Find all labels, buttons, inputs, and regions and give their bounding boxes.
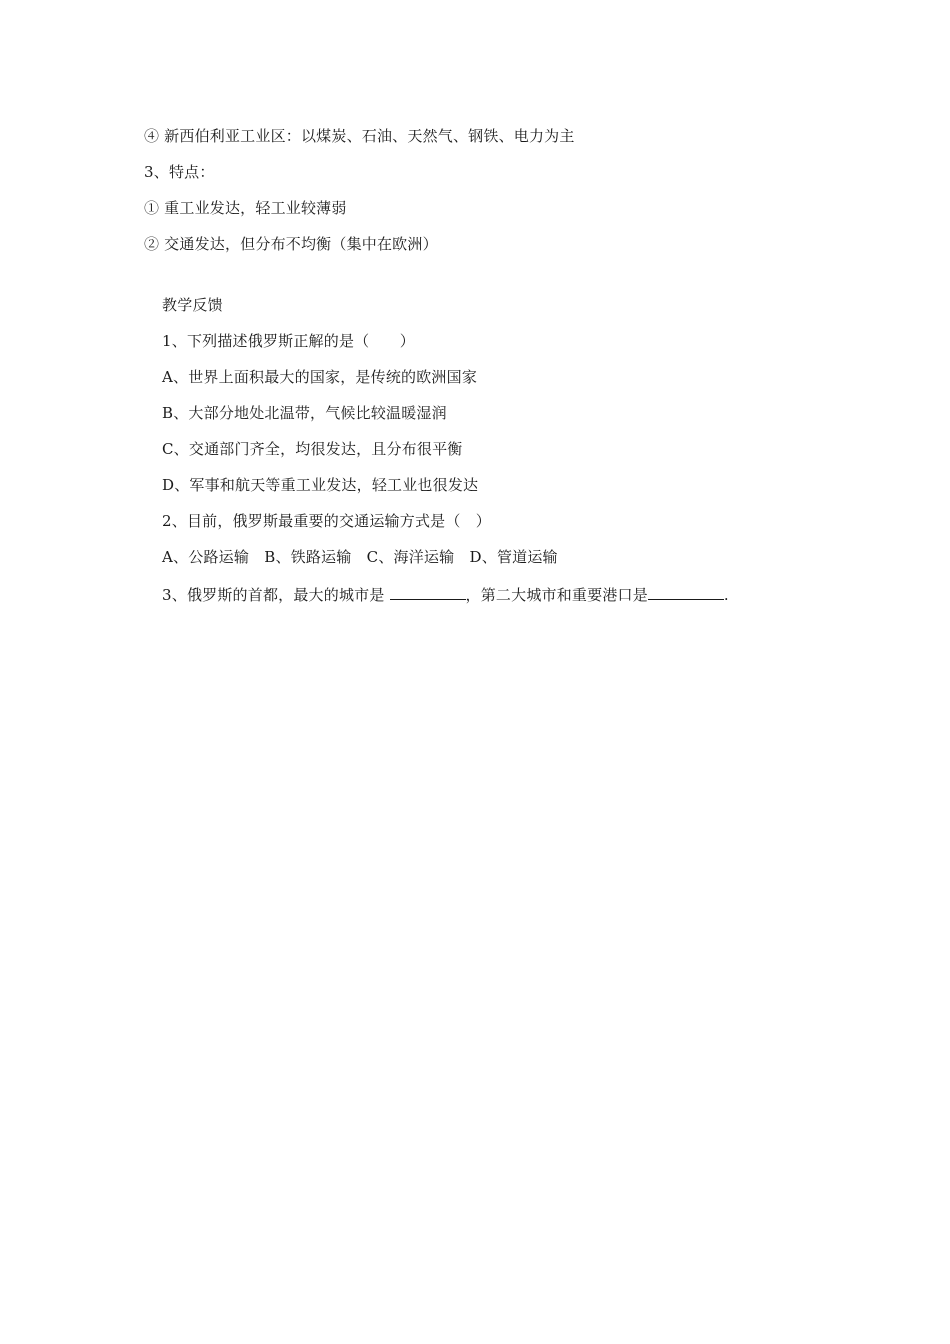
question-3-end: . xyxy=(723,586,729,604)
question-1-option-d: D、军事和航天等重工业发达，轻工业也很发达 xyxy=(162,476,479,494)
question-3-text-part2: ，第二大城市和重要港口是 xyxy=(465,586,648,604)
industrial-zone-item-4: ④ 新西伯利亚工业区：以煤炭、石油、天然气、钢铁、电力为主 xyxy=(144,127,575,145)
question-1-option-a: A、世界上面积最大的国家，是传统的欧洲国家 xyxy=(162,368,478,386)
question-2-options: A、公路运输 B、铁路运输 C、海洋运输 D、管道运输 xyxy=(162,548,558,566)
question-1-option-c: C、交通部门齐全，均很发达，且分布很平衡 xyxy=(162,440,463,458)
question-1-option-b: B、大部分地处北温带，气候比较温暖湿润 xyxy=(162,404,447,422)
answer-blank-port[interactable] xyxy=(648,583,724,600)
section-heading-features: 3、特点： xyxy=(144,163,215,181)
feedback-title: 教学反馈 xyxy=(162,296,223,314)
question-2-stem: 2、目前，俄罗斯最重要的交通运输方式是（ ） xyxy=(162,512,491,530)
feature-point-2: ② 交通发达，但分布不均衡（集中在欧洲） xyxy=(144,235,438,253)
question-1-stem: 1、下列描述俄罗斯正解的是（ ） xyxy=(162,332,415,350)
question-3-text-part1: 3、俄罗斯的首都，最大的城市是 xyxy=(162,586,390,604)
question-3 xyxy=(162,583,729,605)
answer-blank-capital[interactable] xyxy=(390,583,466,600)
feature-point-1: ① 重工业发达，轻工业较薄弱 xyxy=(144,199,347,217)
